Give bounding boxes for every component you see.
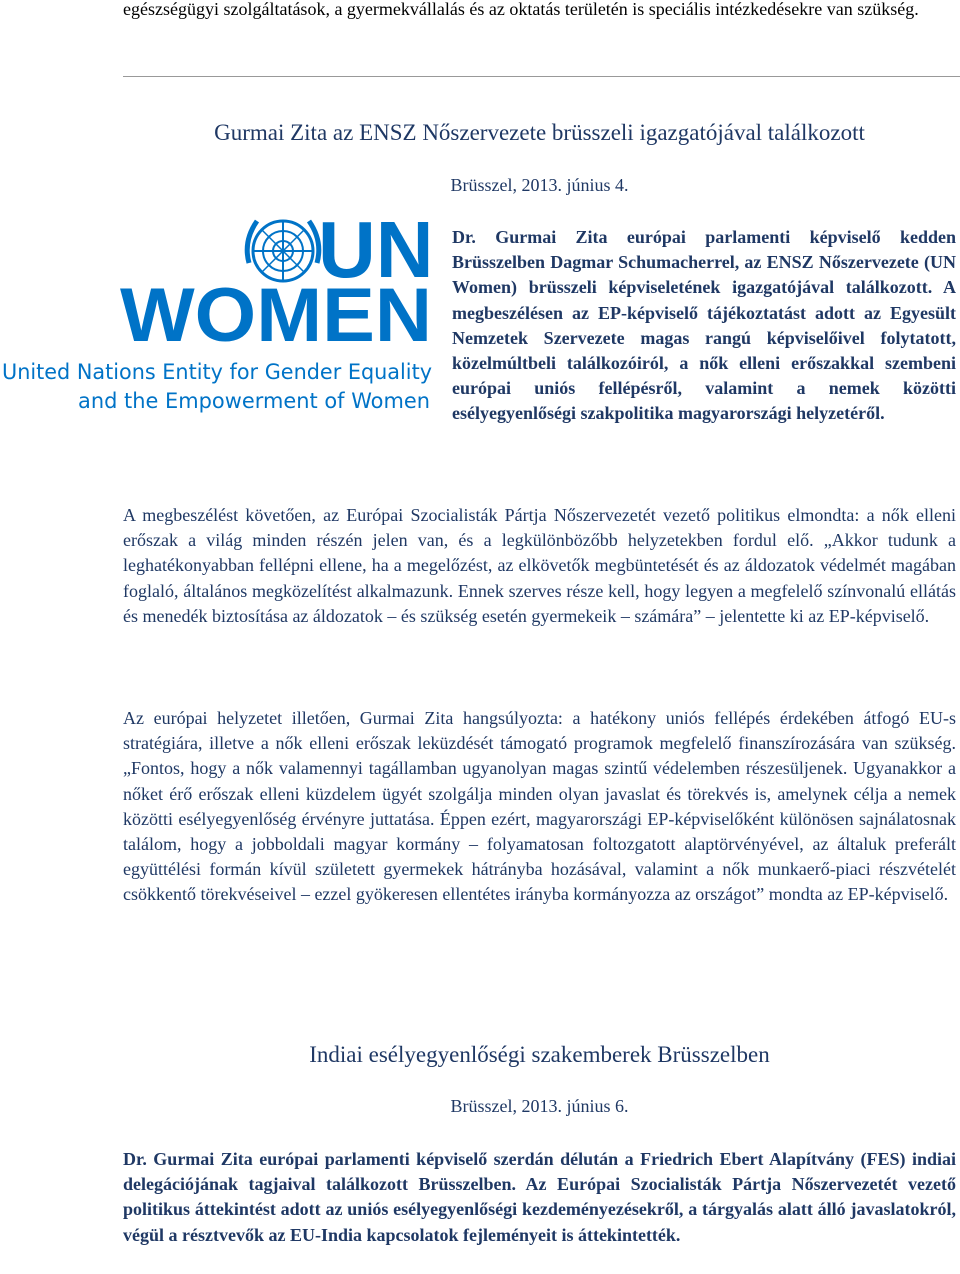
article2-lead: Dr. Gurmai Zita európai parlamenti képviselő szerdán délután a Friedrich Ebert Alapítvány (FES) indiai delegációjának tagjaival találkozott Brüsszelben. Az Európai Szocialisták Pártja Nőszervezetét vezető politikus áttekintést adott az uniós esélyegyenlőségi kezdeményezésekről, a tárgyalás alatt álló javaslatokról, végül a résztvevők az EU-India kapcsolatok fejleményeit is áttekintették. [123,1149,956,1245]
logo-un-text: UN [318,213,434,294]
logo-tagline-2: and the Empowerment of Women [78,389,430,413]
article1-lead-text: Dr. Gurmai Zita európai parlamenti képviselő kedden Brüsszelben Dagmar Schumacherrel, az ENSZ Nőszervezete (UN Women) brüsszeli képviseletének igazgatójával találkozott. A megbeszélésen az EP-képviselő tájékoztatást adott az Egyesült Nemzetek Szervezete magas rangú képviselőivel folytatott, közelmúltbeli találkozóiról, a nők elleni erőszakkal szembeni európai uniós fellépésről, valamint a nemek közötti esélyegyenlőségi szakpolitika magyarországi helyzetéről. [452,227,956,424]
article2-title: Indiai esélyegyenlőségi szakemberek Brüsszelben [309,1042,770,1067]
section-divider [123,76,960,77]
article1-lead [123,225,956,427]
article1-dateline: Brüsszel, 2013. június 4. [450,175,629,195]
intro-continuation: egészségügyi szolgáltatások, a gyermekvállalás és az oktatás területén is speciális intézkedésekre van szükség. [123,0,919,19]
article1-paragraph-3: Az európai helyzetet illetően, Gurmai Zita hangsúlyozta: a hatékony uniós fellépés érdekében átfogó EU-s stratégiára, illetve a nők elleni erőszak leküzdését támogató programok megfelelő finanszírozására van szükség. „Fontos, hogy a nők valamennyi tagállamban ugyanolyan magas szintű védelemben részesüljenek. Ugyanakkor a nőket érő erőszak elleni küzdelem ügyét szolgálja minden olyan javaslat és törekvés is, amelynek célja a nemek közötti esélyegyenlőség érvényre juttatása. Éppen ezért, magyarországi EP-képviselőként különösen sajnálatosnak találom, hogy a jobboldali magyar kormány – folyamatosan foltozgatott alaptörvényével, az általuk preferált együttélési formán kívül született gyermekek hátrányba hozásával, valamint a nők munkaerő-piaci részvételét csökkentő törekvéseivel – ezzel gyökeresen ellentétes irányba kormányozza az országot” mondta az EP-képviselő. [123,708,956,905]
article2-dateline: Brüsszel, 2013. június 6. [450,1096,629,1116]
logo-spacer [123,225,452,427]
logo-tagline-1: United Nations Entity for Gender Equality [2,360,432,384]
logo-women-text: WOMEN [120,273,432,358]
article1-title: Gurmai Zita az ENSZ Nőszervezete brüsszeli igazgatójával találkozott [214,120,865,145]
article1-paragraph-2: A megbeszélést követően, az Európai Szocialisták Pártja Nőszervezetét vezető politikus elmondta: a nők elleni erőszak a világ minden részén jelen van, és a legkülönbözőbb helyzetekben fordul elő. „Akkor tudunk a leghatékonyabban fellépni ellene, ha a megelőzést, az elkövetők megbüntetését és az áldozatok védelmét magában foglaló, általános megközelítést alkalmazunk. Ennek szerves része kell, hogy legyen a megfelelő színvonalú ellátás és menedék biztosítása az áldozatok – és szükség esetén gyermekeik – számára” – jelentette ki az EP-képviselő. [123,505,956,626]
